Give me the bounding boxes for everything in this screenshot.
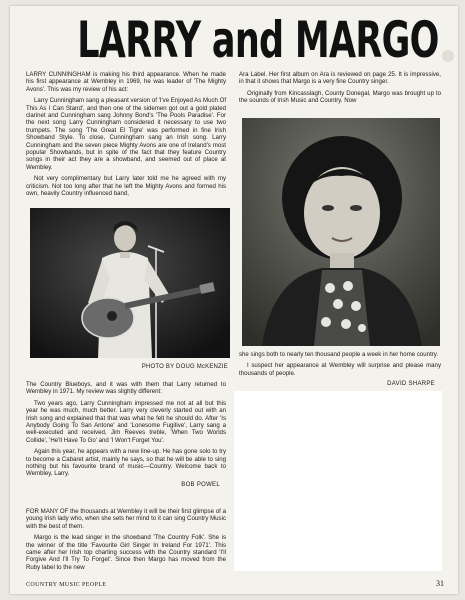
- paragraph: Ara Label. Her first album on Ara is reviewed on page 25. It is impressive, in that it shows that Margo is a very fine Country singer.: [239, 71, 441, 86]
- paragraph: Larry Cunningham sang a pleasant version of 'I've Enjoyed As Much Of This As I Can Stand', and then one of the sidemen got out a gold plated clarinet and Cunningham sang Johnny Bond's 'The Pools Paradise'. For the next song Larry Cunningham considered it necessary to use two trumpets. The song 'The Great El Tigre' was performed in fine Irish Showband Style. To close, Cunningham sang an Irish song. Larry Cunningham and the seven piece Mighty Avons are one of Ireland's most popular Showbands, but in spite of the fact that they feature Country songs in their act they are a showband, and seemed out of place at Wembley.: [26, 97, 227, 171]
- blank-area: [234, 391, 442, 571]
- margo-article-ending: [239, 351, 441, 395]
- photo-credit: PHOTO BY DOUG McKENZIE: [141, 364, 228, 370]
- author-signature: DAVID SHARPE: [387, 381, 435, 388]
- guitarist-illustration: [30, 208, 230, 358]
- paragraph: Margo is the lead singer in the showband 'The Country Folk'. She is the winner of the title 'Favourite Girl Singer In Ireland For 1971'. This came after her Irish top charting success with the Country standard 'I'll Forgive And I'll Try To Forget'. Since then Margo has moved from the Ruby label to the new: [26, 534, 226, 571]
- magazine-page: [10, 6, 458, 594]
- paragraph: FOR MANY OF the thousands at Wembley it will be their first glimpse of a young Irish lady who, when she sets her mind to it can sing Country Music with the best of them.: [26, 508, 226, 530]
- larry-article-continued: [26, 381, 226, 495]
- margo-article-continued: [239, 71, 441, 109]
- paragraph: LARRY CUNNINGHAM is making his third appearance. When he made his first appearance at Wembley in 1969, he was leader of 'The Mighty Avons'. This was my review of his act:: [26, 71, 226, 93]
- headline: LARRY and MARGO: [77, 11, 439, 69]
- paragraph: Not very complimentary but Larry later told me he agreed with my criticism. Not too long after that he left the Mighty Avons and formed his own, heavily Country influenced band,: [26, 175, 226, 198]
- publication-name: COUNTRY MUSIC PEOPLE: [26, 582, 107, 588]
- portrait-illustration: [242, 118, 440, 346]
- margo-article-intro: [26, 508, 226, 575]
- author-signature: BOB POWEL: [181, 481, 220, 488]
- punch-hole: [442, 50, 454, 62]
- larry-photo: [30, 208, 230, 358]
- page-number: 31: [436, 579, 444, 588]
- paragraph: Originally from Kincasslagh, County Donegal, Margo was brought up to the sounds of Irish Music and Country. Now: [239, 89, 441, 105]
- paragraph: I suspect her appearance at Wembley will surprise and please many thousands of people.: [239, 362, 441, 377]
- larry-article-intro: [26, 71, 226, 202]
- paragraph: Again this year, he appears with a new line-up. He has gone solo to try to become a Cabaret artist, mainly he says, so that he will be able to sing nothing but his favourite brand of music—Country. Welcome back to Wembley, Larry.: [26, 448, 226, 478]
- paragraph: The Country Blueboys, and it was with them that Larry returned to Wembley in 1971. My review was slightly different:: [26, 381, 226, 396]
- paragraph: Two years ago, Larry Cunningham impressed me not at all but this year he was much, much better. Larry very cleverly started out with an Irish song and explained that that was what he felt he should do. After 'Is Anybody Going To San Antone' and 'Lonesome Fugitive', Larry sang a well-executed and received, Jim Reeves treble, 'When Two Worlds Collide', 'He'll Have To Go' and 'I Won't Forget You'.: [26, 399, 226, 444]
- margo-photo: [242, 118, 440, 346]
- paragraph: she sings both to nearly ten thousand people a week in her home country.: [239, 351, 439, 358]
